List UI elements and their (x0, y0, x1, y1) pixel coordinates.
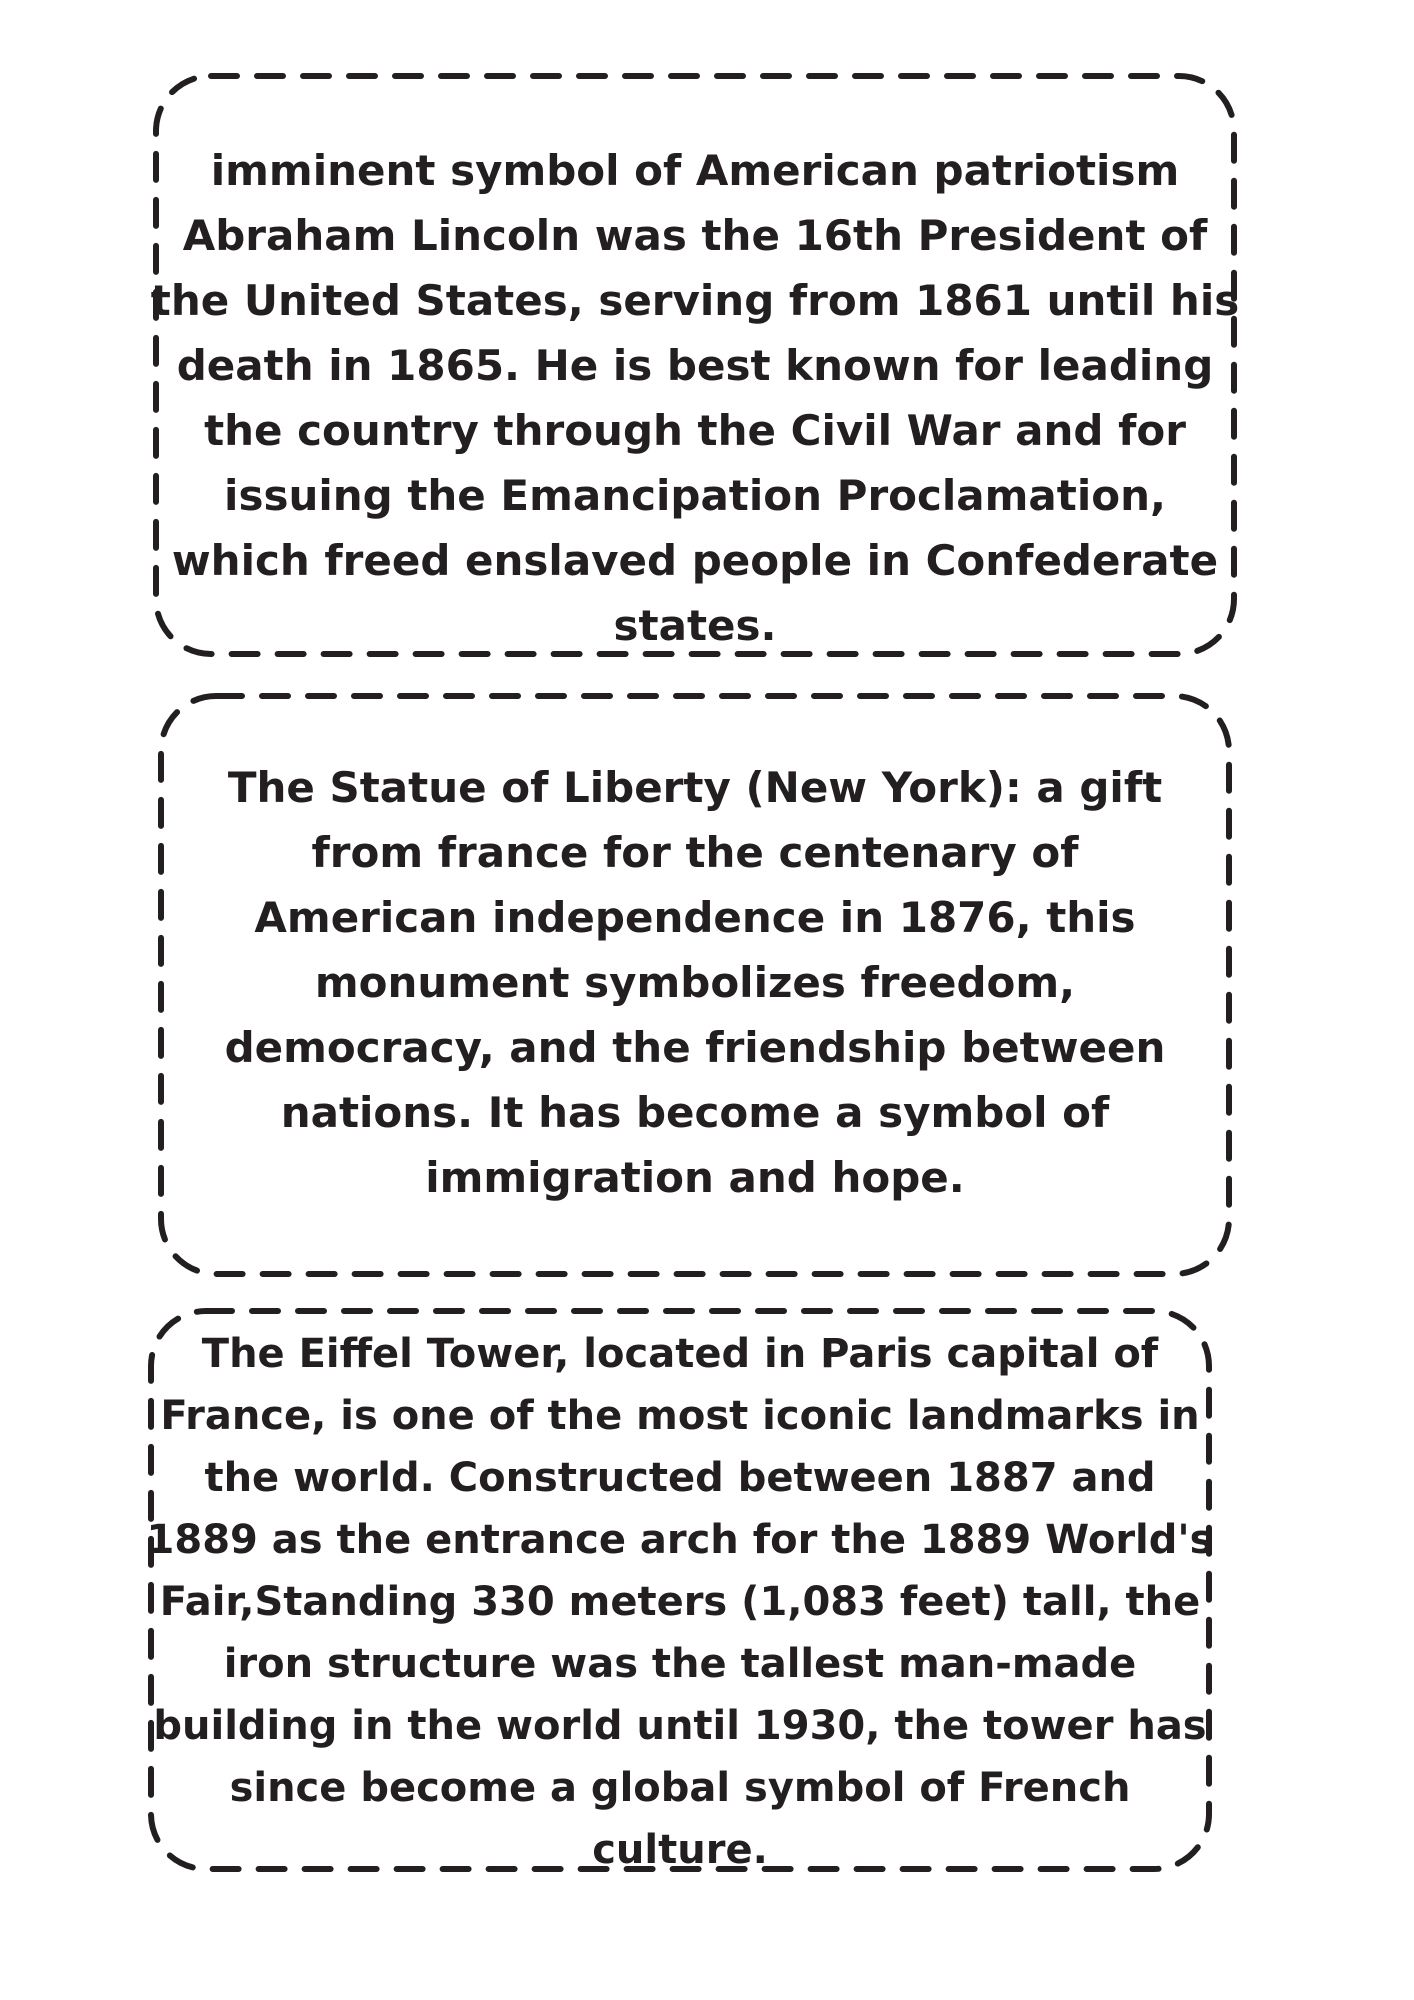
text-line: The Statue of Liberty (New York): a gift (227, 763, 1163, 812)
text-line: building in the world until 1930, the tower has (153, 1703, 1207, 1749)
text-line: monument symbolizes freedom, (314, 958, 1076, 1007)
text-line: issuing the Emancipation Proclamation, (224, 471, 1166, 520)
text-line: since become a global symbol of French (229, 1765, 1131, 1811)
text-line: which freed enslaved people in Confederate (171, 536, 1219, 585)
text-line: American independence in 1876, this (254, 893, 1136, 942)
info-card-statue-of-liberty (155, 690, 1235, 1280)
text-line: nations. It has become a symbol of (280, 1088, 1110, 1137)
text-line: Abraham Lincoln was the 16th President of (182, 211, 1208, 260)
text-line: the country through the Civil War and for (204, 406, 1186, 455)
text-line: the world. Constructed between 1887 and (204, 1455, 1156, 1501)
text-line: imminent symbol of American patriotism (210, 146, 1180, 195)
text-line: the United States, serving from 1861 until his (150, 276, 1240, 325)
info-card-eiffel-tower (145, 1305, 1215, 1875)
text-line: death in 1865. He is best known for leading (176, 341, 1214, 390)
text-line: states. (613, 601, 777, 650)
text-line: democracy, and the friendship between (224, 1023, 1166, 1072)
text-line: 1889 as the entrance arch for the 1889 World's (146, 1517, 1214, 1563)
text-line: The Eiffel Tower, located in Paris capital of (201, 1331, 1159, 1377)
info-card-lincoln (150, 70, 1240, 660)
card-text (155, 755, 1235, 1210)
text-line: Fair,Standing 330 meters (1,083 feet) tall, the (159, 1579, 1201, 1625)
text-line: France, is one of the most iconic landmarks in (160, 1393, 1200, 1439)
card-text (150, 138, 1240, 658)
text-line: from france for the centenary of (311, 828, 1079, 877)
text-line: iron structure was the tallest man-made (223, 1641, 1137, 1687)
text-line: culture. (592, 1827, 768, 1873)
card-text (145, 1323, 1215, 1881)
text-line: immigration and hope. (425, 1153, 965, 1202)
